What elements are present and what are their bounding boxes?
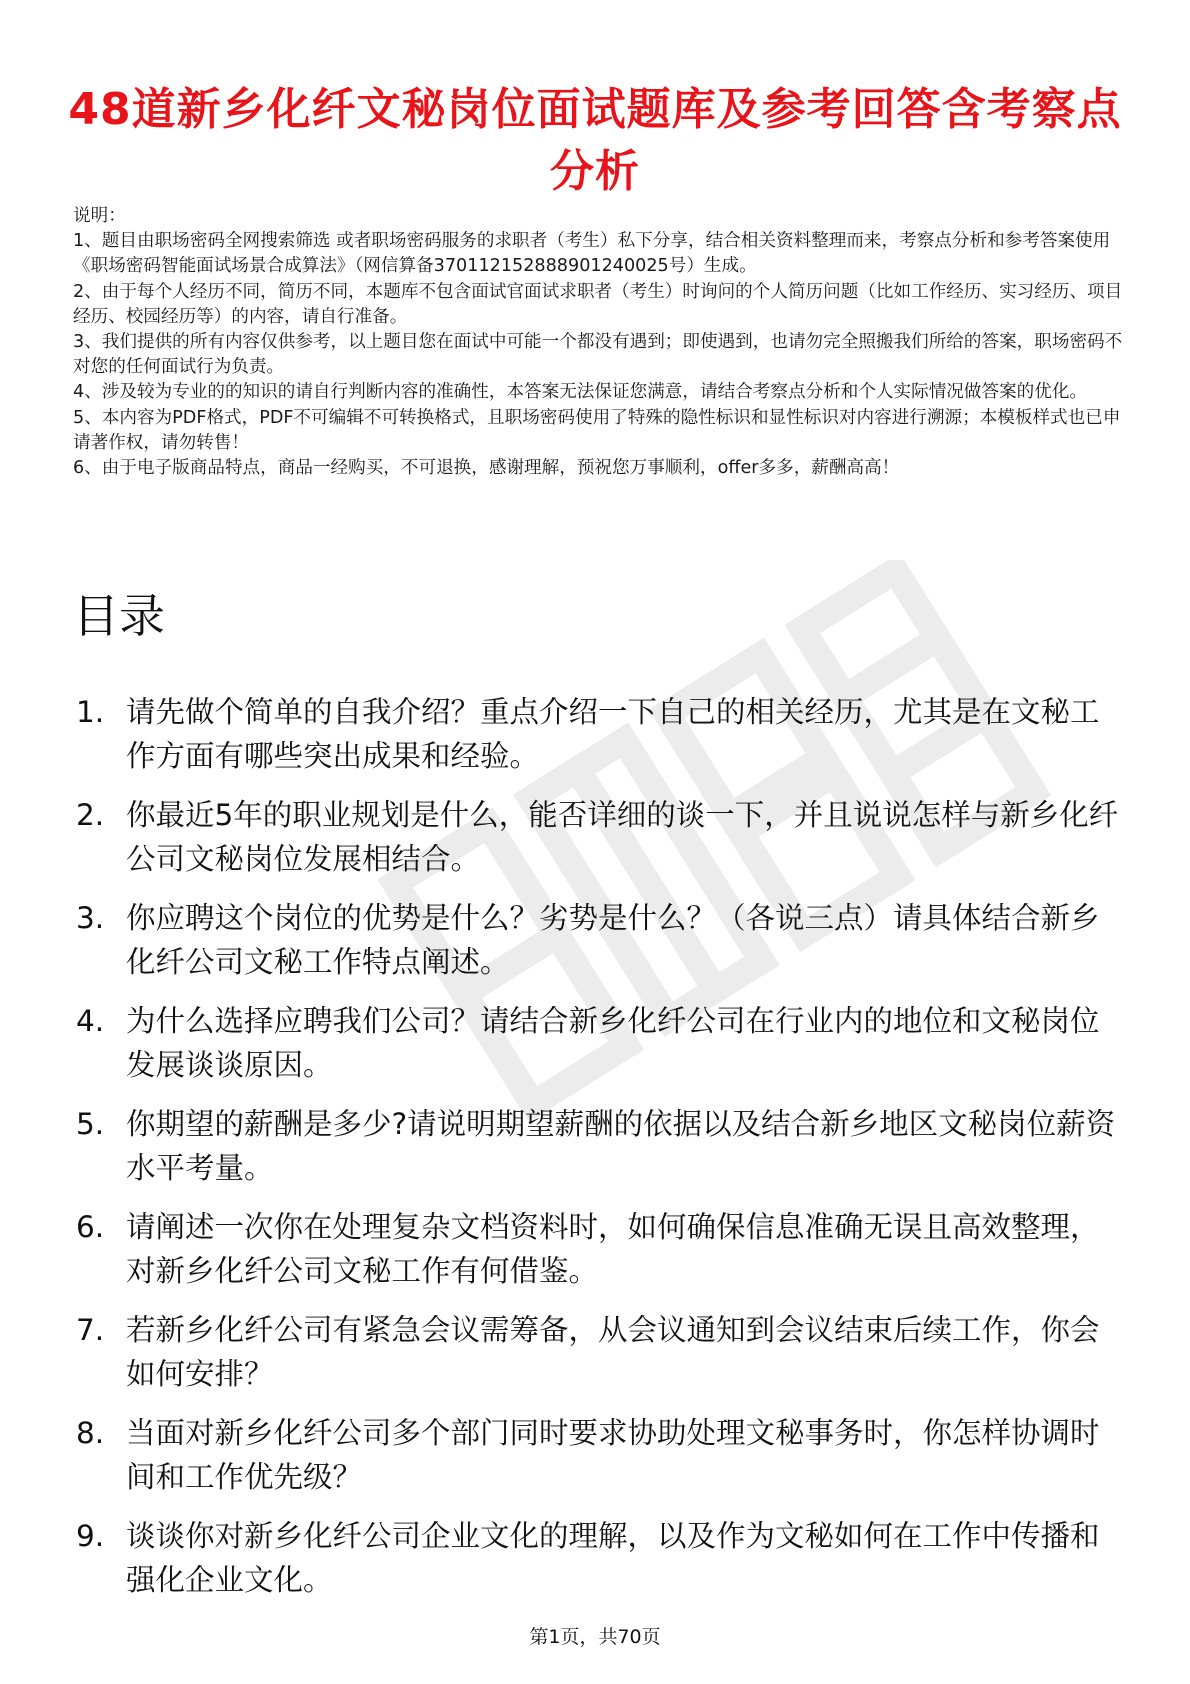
notes-label: 说明：	[73, 206, 126, 226]
question-text: 你期望的薪酬是多少?请说明期望薪酬的依据以及结合新乡地区文秘岗位薪资水平考量。	[126, 1107, 1116, 1185]
question-text: 谈谈你对新乡化纤公司企业文化的理解，以及作为文秘如何在工作中传播和强化企业文化。	[126, 1519, 1100, 1597]
question-number: 4.	[76, 1004, 105, 1038]
notes-section	[73, 204, 1123, 481]
question-item	[0, 896, 1190, 999]
question-text: 请阐述一次你在处理复杂文档资料时，如何确保信息准确无误且高效整理，对新乡化纤公司文秘工作有何借鉴。	[126, 1210, 1100, 1288]
question-text: 你应聘这个岗位的优势是什么？劣势是什么？（各说三点）请具体结合新乡化纤公司文秘工作特点阐述。	[126, 901, 1100, 979]
question-number: 7.	[76, 1313, 105, 1347]
question-list	[0, 690, 1190, 1617]
question-item	[0, 1308, 1190, 1411]
question-number: 5.	[76, 1107, 105, 1141]
document-title: 48道新乡化纤文秘岗位面试题库及参考回答含考察点分析	[68, 84, 1122, 198]
question-item	[0, 1102, 1190, 1205]
question-item	[0, 1514, 1190, 1617]
note-item-1: 1、题目由职场密码全网搜索筛选 或者职场密码服务的求职者（考生）私下分享，结合相关资料整理而来，考察点分析和参考答案使用《职场密码智能面试场景合成算法》（网信算备370112152888901240025号）生成。	[73, 231, 1111, 277]
note-item-2: 2、由于每个人经历不同，简历不同，本题库不包含面试官面试求职者（考生）时询问的个人简历问题（比如工作经历、实习经历、项目经历、校园经历等）的内容，请自行准备。	[73, 281, 1123, 327]
question-number: 9.	[76, 1519, 105, 1553]
question-item	[0, 690, 1190, 793]
question-item	[0, 793, 1190, 896]
question-text: 若新乡化纤公司有紧急会议需筹备，从会议通知到会议结束后续工作，你会如何安排？	[126, 1313, 1100, 1391]
page-footer: 第1页，共70页	[529, 1626, 661, 1648]
toc-heading: 目录	[73, 589, 165, 643]
question-text: 你最近5年的职业规划是什么，能否详细的谈一下，并且说说怎样与新乡化纤公司文秘岗位发展相结合。	[126, 798, 1119, 876]
question-text: 请先做个简单的自我介绍？重点介绍一下自己的相关经历，尤其是在文秘工作方面有哪些突出成果和经验。	[126, 695, 1100, 773]
question-text: 当面对新乡化纤公司多个部门同时要求协助处理文秘事务时，你怎样协调时间和工作优先级？	[126, 1416, 1100, 1494]
question-number: 8.	[76, 1416, 105, 1450]
question-number: 2.	[76, 798, 105, 832]
note-item-4: 4、涉及较为专业的的知识的请自行判断内容的准确性，本答案无法保证您满意，请结合考察点分析和个人实际情况做答案的优化。	[73, 382, 1088, 403]
question-number: 6.	[76, 1210, 105, 1244]
note-item-5: 5、本内容为PDF格式，PDF不可编辑不可转换格式，且职场密码使用了特殊的隐性标识和显性标识对内容进行溯源；本模板样式也已申请著作权，请勿转售！	[73, 407, 1121, 453]
question-item	[0, 1411, 1190, 1514]
note-item-3: 3、我们提供的所有内容仅供参考，以上题目您在面试中可能一个都没有遇到；即使遇到，也请勿完全照搬我们所给的答案，职场密码不对您的任何面试行为负责。	[73, 332, 1123, 378]
question-number: 3.	[76, 901, 105, 935]
note-item-6: 6、由于电子版商品特点，商品一经购买，不可退换，感谢理解，预祝您万事顺利，offer多多，薪酬高高！	[73, 458, 900, 479]
question-item	[0, 999, 1190, 1102]
question-text: 为什么选择应聘我们公司？请结合新乡化纤公司在行业内的地位和文秘岗位发展谈谈原因。	[126, 1004, 1100, 1082]
question-number: 1.	[76, 695, 105, 729]
question-item	[0, 1205, 1190, 1308]
